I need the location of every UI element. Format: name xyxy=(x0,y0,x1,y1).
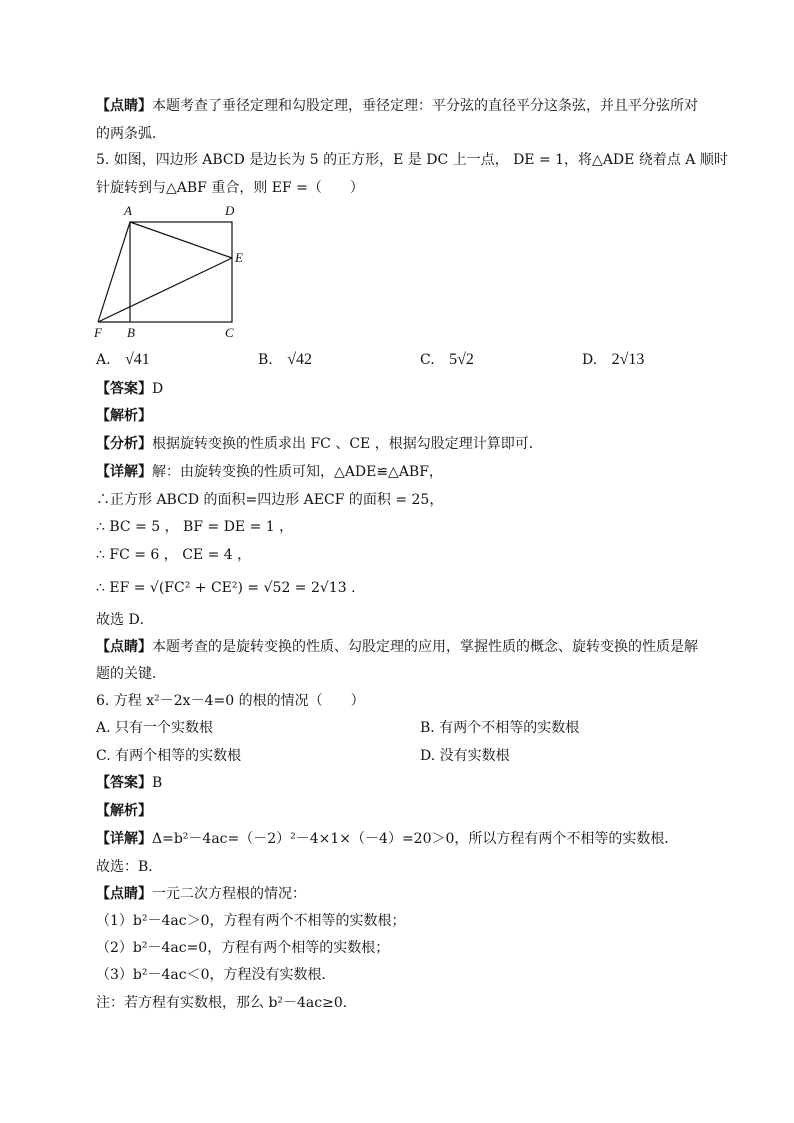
q5-comment-line1 xyxy=(96,637,706,657)
segment-fe xyxy=(98,258,232,322)
q6-choose: 故选：B． xyxy=(96,859,163,875)
analysis-head-tag: 【分析】 xyxy=(96,436,152,452)
q6-detail xyxy=(96,829,706,849)
label-d: D xyxy=(225,203,235,218)
q6-option-c: C. 有两个相等的实数根 xyxy=(96,748,242,764)
q5-option-d xyxy=(582,350,644,370)
analysis-text: 根据旋转变换的性质求出 FC 、CE ，根据勾股定理计算即可． xyxy=(152,436,543,452)
comment-text: 本题考查了垂径定理和勾股定理，垂径定理：平分弦的直径平分这条弦，并且平分弦所对 xyxy=(152,98,698,114)
q6-comment xyxy=(96,884,706,904)
option-value: 5√2 xyxy=(449,351,474,368)
q5-answer xyxy=(96,379,706,399)
option-letter: C. xyxy=(420,352,435,368)
q5-analysis xyxy=(96,434,706,454)
comment-tag: 【点睛】 xyxy=(96,98,152,114)
option-value: √42 xyxy=(287,351,312,368)
q5-stem-line1: 5. 如图，四边形 ABCD 是边长为 5 的正方形，E 是 DC 上一点， DE = 1，将△ADE 绕着点 A 顺时 xyxy=(96,152,728,168)
comment-text: 本题考查的是旋转变换的性质、勾股定理的应用，掌握性质的概念、旋转变换的性质是解 xyxy=(152,639,698,655)
q6-answer xyxy=(96,773,706,793)
comment-text: 一元二次方程根的情况： xyxy=(152,886,306,902)
segment-af xyxy=(98,222,130,322)
label-b: B xyxy=(127,325,135,340)
q4-comment-line1 xyxy=(96,96,706,116)
answer-tag: 【答案】 xyxy=(96,381,152,397)
q6-case3: （3）b²－4ac＜0，方程没有实数根． xyxy=(96,967,336,983)
label-e: E xyxy=(235,250,243,265)
label-c: C xyxy=(225,325,234,340)
detail-tag: 【详解】 xyxy=(96,464,152,480)
q5-choose: 故选 D． xyxy=(96,612,154,628)
q6-note: 注：若方程有实数根，那么 b²－4ac≥0. xyxy=(96,995,348,1011)
option-letter: B. xyxy=(258,352,273,368)
q5-geometry-figure xyxy=(88,200,258,340)
q5-option-a xyxy=(96,350,150,370)
q6-option-d: D. 没有实数根 xyxy=(420,748,510,764)
q5-stem-line2: 针旋转到与△ABF 重合，则 EF =（ ） xyxy=(96,180,364,196)
answer-value: B xyxy=(152,775,163,791)
detail-text: 解：由旋转变换的性质可知，△ADE≌△ABF， xyxy=(152,464,443,480)
q5-option-b xyxy=(258,350,312,370)
answer-value: D xyxy=(152,381,164,397)
q6-analysis-tag xyxy=(96,801,706,821)
option-value: 2√13 xyxy=(611,351,645,368)
q5-analysis-tag xyxy=(96,406,706,426)
q5-detail xyxy=(96,462,706,482)
option-letter: D. xyxy=(582,352,598,368)
answer-tag: 【答案】 xyxy=(96,775,152,791)
q4-comment-line2: 的两条弧． xyxy=(96,126,166,142)
q5-option-c xyxy=(420,350,474,370)
analysis-tag: 【解析】 xyxy=(96,408,152,424)
q6-option-b: B. 有两个不相等的实数根 xyxy=(420,720,580,736)
segment-ae xyxy=(130,222,232,258)
label-f: F xyxy=(94,325,102,340)
square-abcd xyxy=(130,222,232,322)
q5-step3: ∴ FC = 6 ， CE = 4 ， xyxy=(96,547,252,563)
option-letter: A. xyxy=(96,352,111,368)
q5-step1: ∴正方形 ABCD 的面积=四边形 AECF 的面积 = 25， xyxy=(96,492,444,508)
q6-option-a: A. 只有一个实数根 xyxy=(96,720,214,736)
q5-comment-line2: 题的关键． xyxy=(96,666,166,682)
label-a: A xyxy=(124,203,132,218)
detail-tag: 【详解】 xyxy=(96,831,152,847)
q5-step2: ∴ BC = 5 ， BF = DE = 1 ， xyxy=(96,519,294,535)
detail-text: Δ=b²－4ac=（－2）²－4×1×（－4）=20＞0，所以方程有两个不相等的实数根． xyxy=(152,831,679,847)
comment-tag: 【点睛】 xyxy=(96,639,152,655)
comment-tag: 【点睛】 xyxy=(96,886,152,902)
q6-stem: 6. 方程 x²－2x－4=0 的根的情况（ ） xyxy=(96,693,365,709)
q6-case2: （2）b²－4ac=0，方程有两个相等的实数根； xyxy=(96,940,390,956)
q6-case1: （1）b²－4ac＞0，方程有两个不相等的实数根； xyxy=(96,913,406,929)
q5-step4: ∴ EF = √(FC² + CE²) = √52 = 2√13 . xyxy=(96,580,356,596)
analysis-tag: 【解析】 xyxy=(96,803,152,819)
option-value: √41 xyxy=(125,351,150,368)
